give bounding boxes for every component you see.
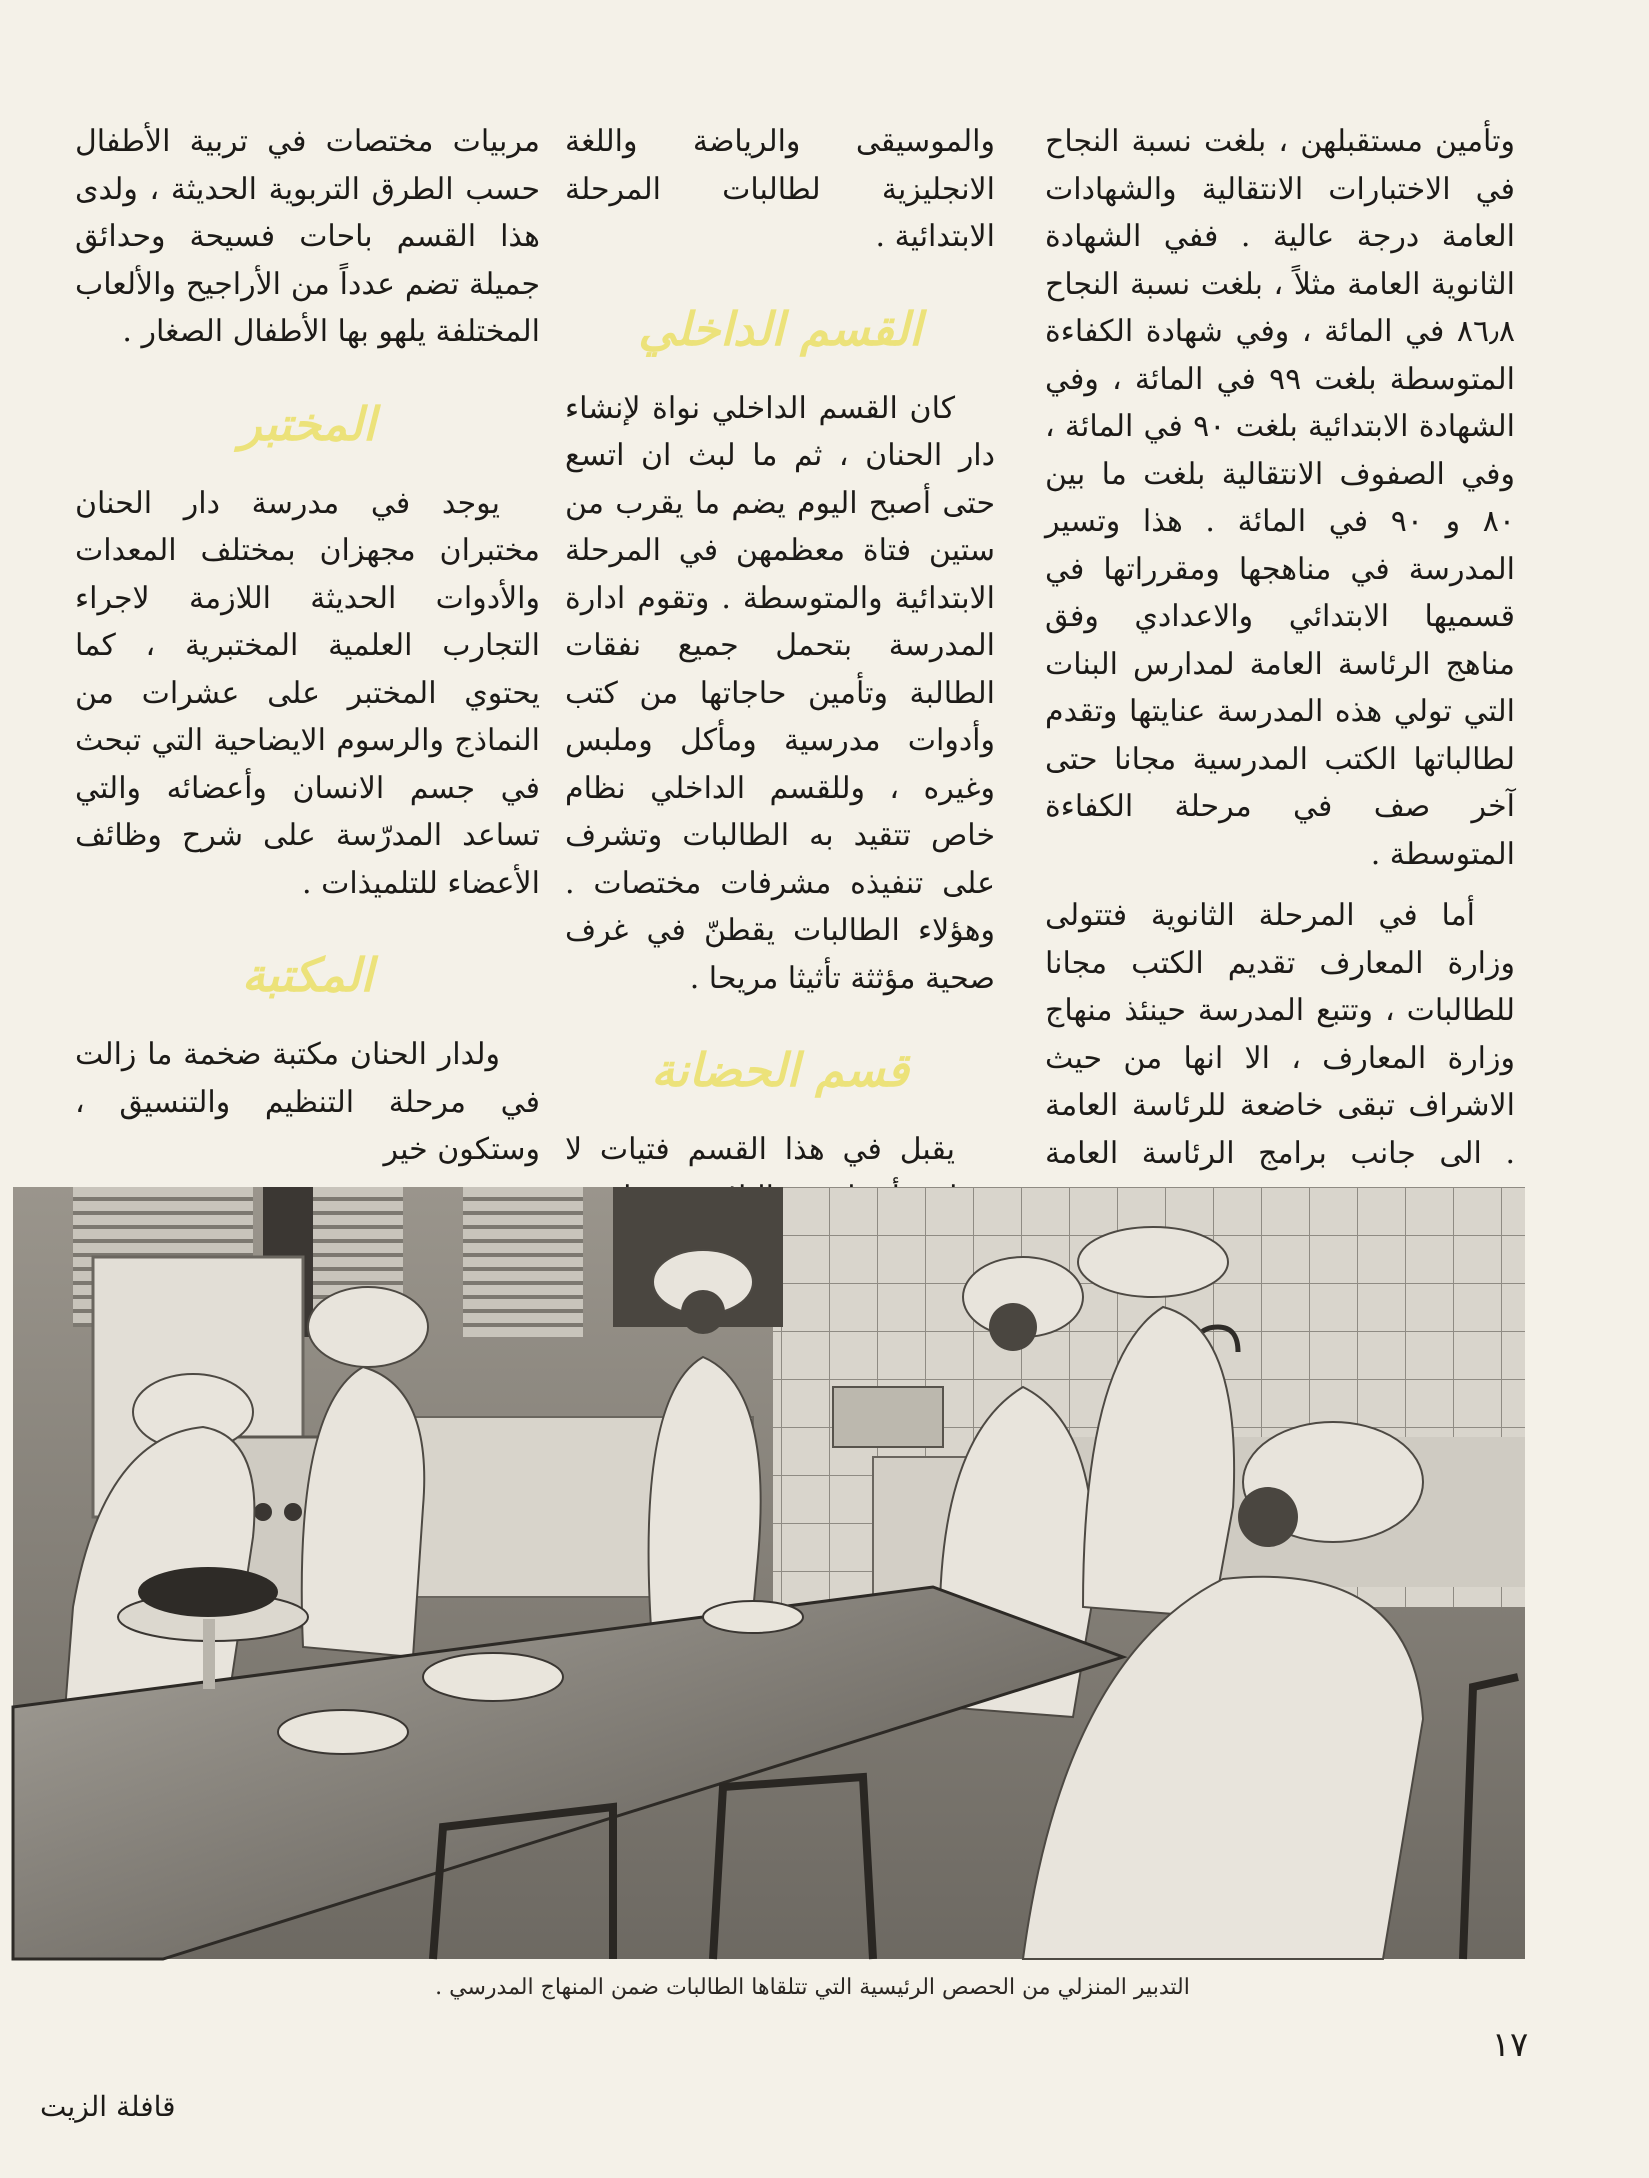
kitchen-class-photo — [13, 1187, 1525, 1959]
text-column-left — [75, 118, 540, 1167]
section-heading-lab: المختبر — [239, 396, 376, 451]
paragraph: يقبل في هذا القسم فتيات لا — [565, 1132, 955, 1167]
section-heading-internal: القسم الداخلي — [638, 301, 922, 356]
photo-illustration — [13, 1187, 1525, 1959]
paragraph: وتأمين مستقبلهن ، بلغت نسبة النجاح في الاختبارات الانتقالية والشهادات العامة درجة عالية . ففي الشهادة الثانوية العامة مثلاً ، بلغت نسبة النجاح ٨٦٫٨ في المائة ، وفي شهادة الكفاءة المتوسطة بلغت ٩٩ في المائة ، وفي الشهادة الابتدائية بلغت ٩٠ في المائة ، وفي الصفوف الانتقالية بلغت ما بين ٨٠ و ٩٠ في المائة . هذا وتسير المدرسة في مناهجها ومقرراتها في قسميها الابتدائي والاعدادي وفق مناهج الرئاسة العامة لمدارس البنات التي تولي هذه المدرسة عنايتها وتقدم لطالباتها الكتب المدرسية مجانا حتى آخر صف في مرحلة الكفاءة المتوسطة . — [1045, 124, 1515, 872]
paragraph: كان القسم الداخلي نواة لإنشاء دار الحنان ، ثم ما لبث ان اتسع حتى أصبح اليوم يضم ما يقرب من ستين فتاة معظمهن في المرحلة الابتدائية والمتوسطة . وتقوم ادارة المدرسة بتحمل جميع نفقات الطالبة وتأمين حاجاتها من كتب وأدوات مدرسية ومأكل وملبس وغيره ، وللقسم الداخلي نظام خاص تتقيد به الطالبات وتشرف على تنفيذه مشرفات مختصات . وهؤلاء الطالبات يقطنّ في غرف صحية مؤثثة تأثيثا مريحا . — [565, 390, 995, 996]
paragraph: أما في المرحلة الثانوية فتتولى وزارة المعارف تقديم الكتب مجانا للطالبات ، وتتبع المدرسة حينئذ منهاج وزارة المعارف ، الا انها من حيث الاشراف تبقى خاضعة للرئاسة العامة . الى جانب برامج الرئاسة العامة — [1045, 898, 1515, 1171]
photo-caption: التدبير المنزلي من الحصص الرئيسية التي تتلقاها الطالبات ضمن المنهاج المدرسي . — [435, 1975, 1190, 2000]
paragraph: مربيات مختصات في تربية الأطفال حسب الطرق التربوية الحديثة ، ولدى هذا القسم باحات فسيحة وحدائق جميلة تضم عدداً من الأراجيح والألعاب المختلفة يلهو بها الأطفال الصغار . — [75, 124, 540, 349]
text-column-right — [1045, 118, 1515, 1171]
paragraph: ولدار الحنان مكتبة ضخمة ما زالت في مرحلة التنظيم والتنسيق ، وستكون خير — [75, 1037, 540, 1167]
paragraph: والموسيقى والرياضة واللغة الانجليزية لطالبات المرحلة الابتدائية . — [565, 124, 995, 254]
paragraph: يوجد في مدرسة دار الحنان مختبران مجهزان بمختلف المعدات والأدوات الحديثة اللازمة لاجراء التجارب العلمية المختبرية ، كما يحتوي المختبر على عشرات من النماذج والرسوم الايضاحية التي تبحث في جسم الانسان وأعضائه والتي تساعد المدرّسة على شرح وظائف الأعضاء للتلميذات . — [75, 485, 540, 901]
section-heading-library: المكتبة — [241, 948, 374, 1002]
section-heading-nursery: قسم الحضانة — [651, 1043, 909, 1097]
text-column-middle — [565, 118, 995, 1167]
page-number: ١٧ — [1491, 2025, 1529, 2065]
magazine-name: قافلة الزيت — [40, 2090, 176, 2123]
